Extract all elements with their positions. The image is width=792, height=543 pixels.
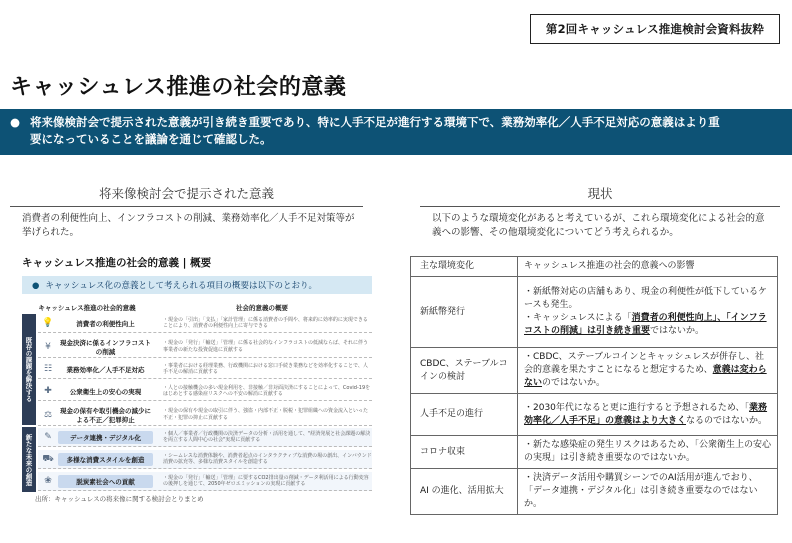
impact-text: ・キャッシュレスによる「 xyxy=(524,313,632,323)
row-desc: ・人との接触機会の多い現金利用を、非接触／非対面決済にすることによって、Covid-19をはじめとする感染症リスクへの不安の解消に貢献する xyxy=(163,384,371,397)
table-row xyxy=(411,277,778,348)
impact-text: のではないか。 xyxy=(542,378,606,388)
row-desc: ・事業者における経理業務、行政機関における窓口手続き業務などを効率化することで、人手不足の解消に貢献する xyxy=(163,362,368,375)
table-row xyxy=(38,450,372,469)
banner-bullet: ● xyxy=(10,115,21,129)
row-name: 現金の保有や取引機会の減少による不正／犯罪抑止 xyxy=(60,406,151,424)
banner-text-1: 将来像検討会で提示された意義が引き続き重要であり、特に人手不足が進行する環境下で、業務効率化／人手不足対応の意義はより重 xyxy=(30,115,720,129)
row-change: AI の進化、活用拡大 xyxy=(411,469,518,515)
row-change: CBDC、ステーブルコインの検討 xyxy=(411,348,518,394)
left-section-heading: 将来像検討会で提示された意義 xyxy=(10,184,363,207)
left-intro-text: 消費者の利便性向上、インフラコストの削減、業務効率化／人手不足対策等が挙げられた。 xyxy=(22,213,355,238)
table-row xyxy=(38,360,372,379)
row-impact xyxy=(518,348,778,394)
impact-text: ・新紙幣対応の店舗もあり、現金の利便性が低下しているケースも発生。 xyxy=(524,287,768,310)
source-badge: 第2回キャッシュレス推進検討会資料抜粋 xyxy=(530,14,780,44)
group-existing-issues: 既存の課題を解決する xyxy=(22,314,36,425)
embedded-bar-text: キャッシュレス化の意義として考えられる項目の概要は以下のとおり。 xyxy=(45,281,318,291)
right-intro-text: 以下のような環境変化があると考えているが、これら環境変化による社会的意義への影響、その他環境変化についてどう考えられるか。 xyxy=(432,213,765,238)
right-section-heading: 現状 xyxy=(420,184,780,207)
table-header-row xyxy=(411,257,778,277)
table-row xyxy=(411,469,778,515)
table-row xyxy=(38,314,372,333)
row-desc: ・個人／事業者／行政機関の決済データの分析・活用を通して、"経済発展と社会課題の解決を両立する人間中心の社会"実現に貢献する xyxy=(163,430,371,443)
banner-line-2: 要になっていることを議論を通じて確認した。 xyxy=(30,132,272,146)
impact-text: ・CBDC、ステーブルコインとキャッシュレスが併存し、社会的意義を果たすことになると想定するため、 xyxy=(524,352,764,375)
row-name: 脱炭素社会への貢献 xyxy=(58,475,153,488)
table-row xyxy=(411,436,778,469)
col-overview: 社会的意義の概要 xyxy=(236,304,288,312)
source-caption: 出所：キャッシュレスの将来像に関する検討会とりまとめ xyxy=(35,495,204,503)
col-significance: キャッシュレス推進の社会的意義 xyxy=(38,304,136,312)
table-row xyxy=(38,336,372,358)
row-change: 新紙幣発行 xyxy=(411,277,518,348)
row-desc: ・現金の保有や現金の取引に伴う、強盗・内部不正・脱税・犯罪組織への資金流入といった不正・犯罪の抑止に貢献する xyxy=(163,408,369,421)
significance-table xyxy=(22,300,372,487)
coin-icon: ¥ xyxy=(45,341,51,352)
row-desc: ・現金の「発行」「輸送」「管理」に係る社会的なインフラコストの低減ならば、それに伴う事業者の新たな投資促進に貢献する xyxy=(163,340,369,353)
cart-icon: ⛟ xyxy=(42,453,54,464)
row-change: 人手不足の進行 xyxy=(411,394,518,436)
environment-table xyxy=(410,256,778,515)
impact-emphasis: 消費者の利便性向上」、「インフラコストの削減」は引き続き重要 xyxy=(524,313,767,336)
row-name: 消費者の利便性向上 xyxy=(76,319,135,328)
banner-line-1 xyxy=(10,114,782,131)
table-row xyxy=(411,394,778,436)
col-impact: キャッシュレス推進の社会的意義への影響 xyxy=(518,257,778,277)
impact-emphasis: 業務効率化／人手不足」の意義はより大きく xyxy=(524,402,768,426)
row-desc: ・現金の「引出」「支払」「家計管理」に係る消費者の手間や、将来的に効率的に実現できることにより、消費者の利便性向上に寄与できる xyxy=(163,316,368,329)
table-row xyxy=(38,472,372,491)
impact-text: なるのではないか。 xyxy=(686,415,768,426)
row-impact xyxy=(518,277,778,348)
col-change: 主な環境変化 xyxy=(411,257,518,277)
significance-table-header xyxy=(22,300,372,314)
row-name: 多様な消費スタイルを創造 xyxy=(58,453,153,466)
shield-icon: ✚ xyxy=(44,386,52,396)
embedded-title: キャッシュレス推進の社会的意義 | 概要 xyxy=(22,257,212,269)
table-row xyxy=(38,382,372,401)
scales-icon: ⚖ xyxy=(43,409,53,420)
summary-banner xyxy=(0,109,792,155)
leaf-icon: ❀ xyxy=(44,476,52,486)
lightbulb-icon: 💡 xyxy=(42,318,54,328)
table-row xyxy=(38,428,372,447)
embedded-summary-bar xyxy=(22,276,372,294)
page-title: キャッシュレス推進の社会的意義 xyxy=(10,75,347,100)
impact-text: ・2030年代になると更に進行すると予想されるため、「 xyxy=(524,402,750,413)
table-row xyxy=(38,404,372,426)
row-name: 業務効率化／人手不足対応 xyxy=(66,365,145,374)
row-impact xyxy=(518,394,778,436)
table-row xyxy=(411,348,778,394)
row-change: コロナ収束 xyxy=(411,436,518,469)
impact-text: ではないか。 xyxy=(650,326,705,336)
row-impact: ・決済データ活用や購買シーンでのAI活用が進んでおり、「データ連携・デジタル化」は引き続き重要なのではないか。 xyxy=(518,469,778,515)
people-icon: ☷ xyxy=(43,364,53,374)
row-name: データ連携・デジタル化 xyxy=(58,431,153,444)
row-impact: ・新たな感染症の発生リスクはあるため、「公衆衛生上の安心の実現」は引き続き重要なのではないか。 xyxy=(518,436,778,469)
data-icon: ✎ xyxy=(44,432,52,442)
impact-emphasis: 意義は変わらない xyxy=(524,365,767,388)
row-name: 公衆衛生上の安心の実現 xyxy=(69,387,142,396)
group-new-future: 新たな未来の創造 xyxy=(22,427,36,492)
row-name: 現金決済に係るインフラコストの削減 xyxy=(60,338,151,356)
row-desc: ・シームレスな消費体験や、消費者起点のインタラクティブな消費の場の創出、インバウンド消費の拡充等、多様な消費スタイルを創造する xyxy=(163,452,372,465)
embedded-bar-bullet: ● xyxy=(32,281,40,291)
row-desc: ・現金の「発行」「輸送」「管理」に要するCO2排出量の削減・データ利活用による行動変容の後押しを通じて、2050年ゼロエミッションの実現に貢献する xyxy=(163,474,369,487)
